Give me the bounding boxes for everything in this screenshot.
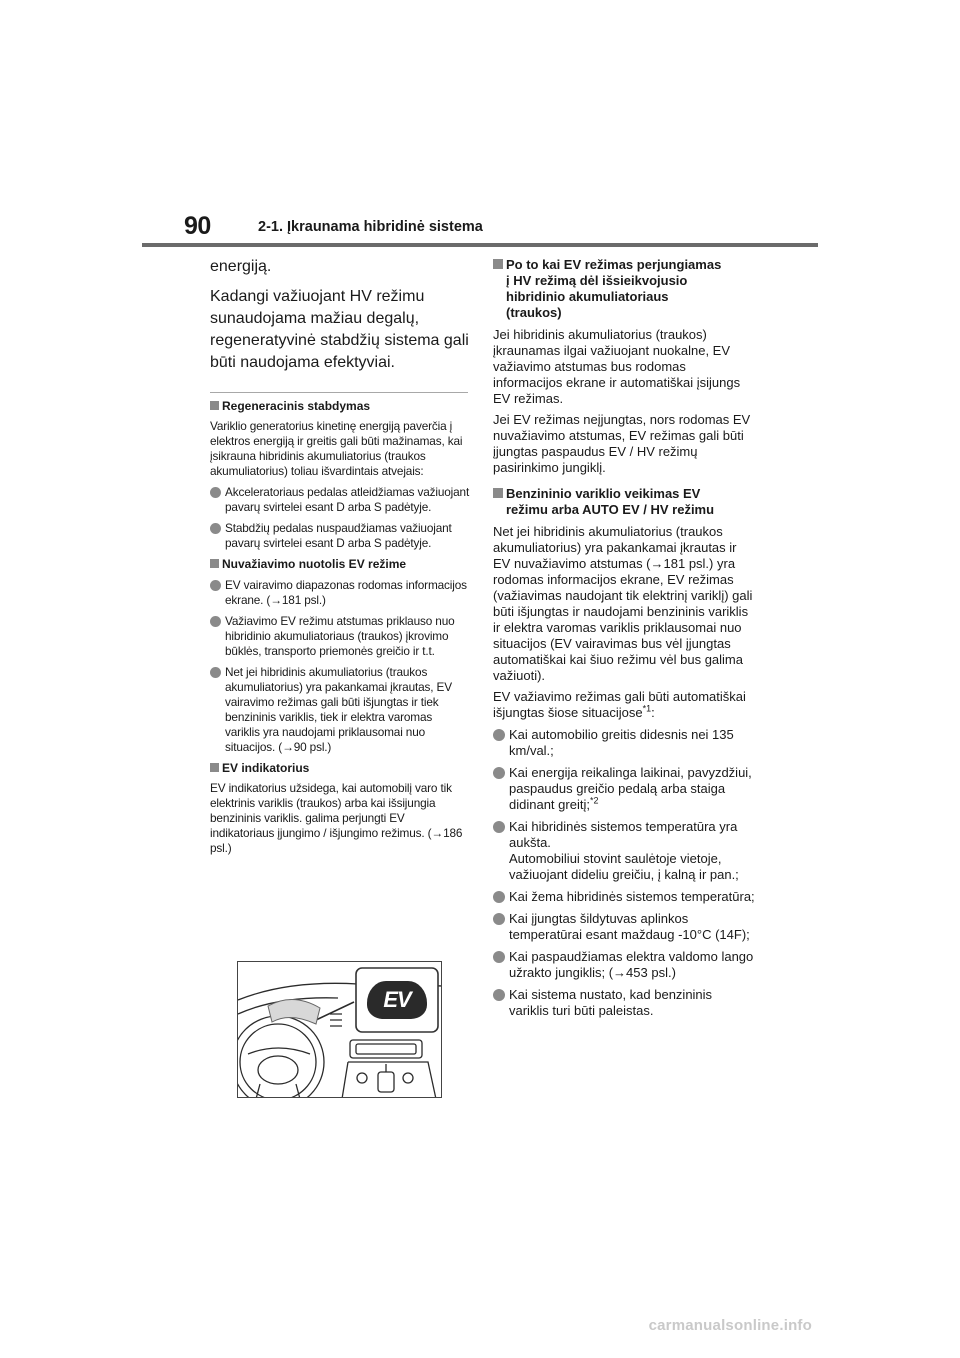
circle-bullet-icon [210,667,221,678]
page-reference-link[interactable]: 181 psl.) [281,593,326,607]
page-reference-link[interactable]: 181 psl.) [663,556,714,571]
page-reference-link[interactable]: 90 psl.) [293,740,332,754]
page-reference-link[interactable]: 186 psl.) [210,826,463,855]
square-bullet-icon [210,401,219,410]
list-item: Kai įjungtas šildytuvas aplinkos temperatūrai esant maždaug -10°C (14F); [493,911,755,943]
list-item: EV vairavimo diapazonas rodomas informacijos ekrane. (→181 psl.) [210,578,470,608]
list-item: Kai energija reikalinga laikinai, pavyzdžiui, paspaudus greičio pedalą arba staiga didinant greitį;$^{*2}$ [493,765,755,813]
list-item: Net jei hibridinis akumuliatorius (traukos akumuliatorius) yra pakankamai įkrautas, EV vairavimo režimas gali būti išjungtas ir tiek benzininis variklis, tiek ir elektra varomas variklis yra naudojami priklausomai nuo situacijos. (→90 psl.) [210,665,470,755]
footnote-marker: *1 [642,703,652,714]
page-number: 90 [184,212,211,240]
paragraph: Net jei hibridinis akumuliatorius (traukos akumuliatorius) yra pakankamai įkrautas ir EV nuvažiavimo atstumas (→181 psl.) yra rodomas informacijos ekrane, EV režimas (važiavimas naudojant tik elektrinį variklį) gali būti išjungtas ir naudojami benzininis variklis ir elektra varomas variklis priklausomai nuo situacijos (EV vairavimas bus vėl įjungtas automatiškai kai šiuo režimu vėl bus galima važiuoti). [493,524,753,683]
circle-bullet-icon [210,487,221,498]
circle-bullet-icon [493,891,505,903]
circle-bullet-icon [493,989,505,1001]
square-bullet-icon [493,259,503,269]
arrow-icon: → [270,593,282,607]
circle-bullet-icon [210,616,221,627]
chapter-title: 2-1. Įkraunama hibridinė sistema [258,219,483,235]
circle-bullet-icon [493,913,505,925]
circle-bullet-icon [493,729,505,741]
square-bullet-icon [493,488,503,498]
meter-highlight [268,999,320,1024]
paragraph: Jei hibridinis akumuliatorius (traukos) įkraunamas ilgai važiuojant nuokalne, EV važiavimo atstumas bus rodomas informacijos ekrane ir automatiškai įsijungs EV režimas. [493,327,741,406]
left-column [210,256,470,856]
square-bullet-icon [210,763,219,772]
intro-text [210,256,470,374]
engine-heading: Benzininio variklio veikimas EV režimu arba AUTO EV / HV režimu [493,486,755,518]
list-item: Akceleratoriaus pedalas atleidžiamas važiuojant pavarų svirtelei esant D arba S padėtyje. [210,485,470,515]
regen-text: Variklio generatorius kinetinę energiją paverčia į elektros energiją ir greitis gali būti mažinamas, kai įsikrauna hibridinis akumuliatorius (traukos akumuliatorius) toliau išvardintais atvejais: [210,419,463,478]
ev-indicator-icon [367,981,427,1019]
circle-bullet-icon [210,580,221,591]
circle-bullet-icon [493,951,505,963]
paragraph: Jei EV režimas neįjungtas, nors rodomas EV nuvažiavimo atstumas, EV režimas gali būti įjungtas paspaudus EV / HV režimų pasirinkimo jungiklį. [493,412,751,475]
right-column [493,257,755,1025]
indicator-heading: EV indikatorius [210,761,470,776]
circle-bullet-icon [493,767,505,779]
paragraph: EV važiavimo režimas gali būti automatiškai išjungtas šiose situacijose$^{*1}$: [493,689,746,720]
list-item: Kai hibridinės sistemos temperatūra yra aukšta. Automobiliui stovint saulėtoje vietoje, važiuojant dideliu greičiu, į kalną ir pan.; [493,819,755,883]
list-item: Kai paspaudžiamas elektra valdomo lango užrakto jungiklis; (→453 psl.) [493,949,755,981]
intro-paragraph: Kadangi važiuojant HV režimu sunaudojama mažiau degalų, regeneratyvinė stabdžių sistema gali būti naudojama efektyviai. [210,288,469,371]
header-rule [142,243,818,247]
circle-bullet-icon [210,523,221,534]
section-divider [210,392,468,393]
ev-indicator-illustration [237,961,442,1098]
list-item: Kai žema hibridinės sistemos temperatūra; [493,889,755,905]
arrow-icon: → [431,826,444,840]
indicator-text: EV indikatorius užsidega, kai automobilį varo tik elektrinis variklis (traukos) arba kai išsijungia benzininis variklis. galima perjungti EV indikatoriaus įjungimo / išjungimo režimus. (→186 psl.) [210,781,463,855]
ev-badge-label: EV [383,987,411,1012]
watermark: carmanualsonline.info [648,1317,812,1334]
arrow-icon: → [613,965,627,980]
page-reference-link[interactable]: 453 psl.) [626,965,676,980]
list-item: Stabdžių pedalas nuspaudžiamas važiuojant pavarų svirtelei esant D arba S padėtyje. [210,521,470,551]
intro-continuation: energiją. [210,258,272,275]
list-item: Kai sistema nustato, kad benzininis variklis turi būti paleistas. [493,987,755,1019]
square-bullet-icon [210,559,219,568]
range-heading: Nuvažiavimo nuotolis EV režime [210,557,470,572]
regen-heading: Regeneracinis stabdymas [210,399,470,414]
list-item: Kai automobilio greitis didesnis nei 135 km/val.; [493,727,755,759]
switch-heading: Po to kai EV režimas perjungiamas į HV režimą dėl išsieikvojusio hibridinio akumuliatoriaus (traukos) [493,257,755,321]
circle-bullet-icon [493,821,505,833]
arrow-icon: → [650,556,664,571]
list-item: Važiavimo EV režimu atstumas priklauso nuo hibridinio akumuliatoriaus (traukos) įkrovimo būklės, transporto priemonės greičio ir t.t. [210,614,470,659]
arrow-icon: → [282,740,294,754]
footnote-marker: *2 [589,795,599,806]
